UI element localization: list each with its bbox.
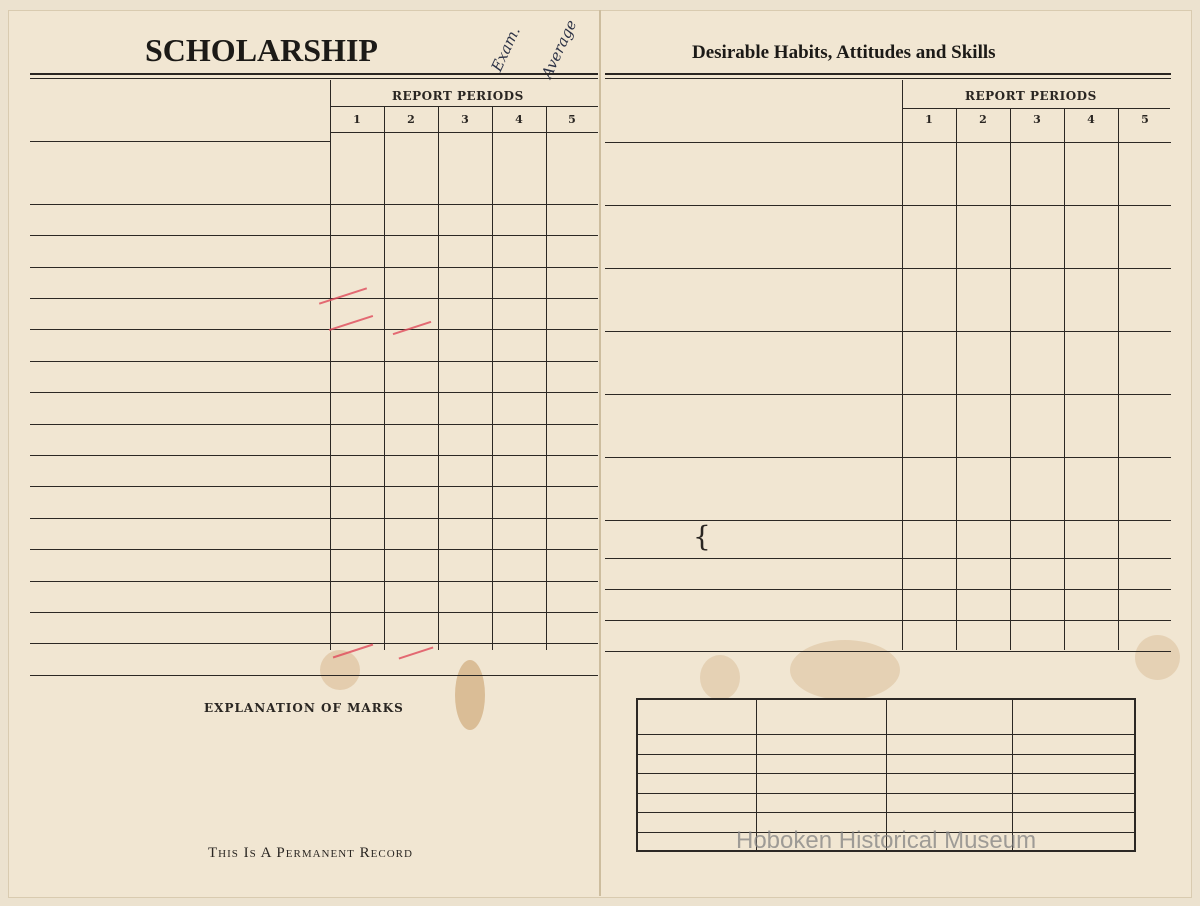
column-rule — [1118, 108, 1119, 650]
column-rule — [438, 106, 439, 650]
column-rule — [902, 80, 903, 650]
period-number: 5 — [1141, 113, 1149, 126]
handwritten-average-note: Average — [537, 17, 581, 81]
row-rule — [636, 754, 1136, 755]
report-periods-header: REPORT PERIODS — [965, 89, 1097, 103]
watermark: Hoboken Historical Museum — [736, 827, 1037, 854]
column-rule — [1010, 108, 1011, 650]
row-rule — [30, 581, 598, 582]
row-rule — [636, 773, 1136, 774]
column-rule — [330, 80, 331, 650]
permanent-record-note: This Is A Permanent Record — [208, 845, 413, 861]
column-rule — [1064, 108, 1065, 650]
column-rule — [492, 106, 493, 650]
row-rule — [30, 612, 598, 613]
row-rule — [30, 392, 598, 393]
column-rule — [546, 106, 547, 650]
stain — [1135, 635, 1180, 680]
scholarship-title: SCHOLARSHIP — [145, 32, 378, 68]
row-rule — [636, 812, 1136, 813]
column-rule — [956, 108, 957, 650]
row-rule — [605, 394, 1171, 395]
row-rule — [605, 589, 1171, 590]
row-rule — [30, 361, 598, 362]
habits-title: Desirable Habits, Attitudes and Skills — [692, 42, 996, 63]
period-number: 5 — [568, 113, 576, 126]
row-rule — [30, 141, 330, 142]
row-rule — [605, 268, 1171, 269]
row-rule — [605, 520, 1171, 521]
stain — [790, 640, 900, 700]
rule — [330, 106, 598, 107]
row-rule — [30, 643, 598, 644]
report-periods-header: REPORT PERIODS — [392, 89, 524, 103]
rule — [605, 142, 1171, 143]
row-rule — [30, 424, 598, 425]
period-number: 4 — [515, 113, 523, 126]
row-rule — [30, 235, 598, 236]
row-rule — [30, 549, 598, 550]
period-number: 2 — [979, 113, 987, 126]
title-rule — [605, 73, 1171, 79]
period-number: 2 — [407, 113, 415, 126]
row-rule — [605, 651, 1171, 652]
row-rule — [636, 793, 1136, 794]
row-rule — [30, 486, 598, 487]
row-rule — [605, 331, 1171, 332]
explanation-title: EXPLANATION OF MARKS — [204, 701, 404, 715]
period-number: 3 — [1033, 113, 1041, 126]
handwritten-exam-note: Exam. — [487, 23, 524, 75]
title-rule — [30, 73, 598, 79]
row-rule — [605, 205, 1171, 206]
row-rule — [605, 457, 1171, 458]
period-number: 1 — [353, 113, 361, 126]
row-rule — [636, 734, 1136, 735]
row-rule — [605, 558, 1171, 559]
stain — [455, 660, 485, 730]
row-rule — [30, 204, 598, 205]
stain — [700, 655, 740, 700]
rule — [902, 108, 1170, 109]
period-number: 4 — [1087, 113, 1095, 126]
period-number: 1 — [925, 113, 933, 126]
rule — [330, 132, 598, 133]
row-rule — [605, 620, 1171, 621]
center-fold — [599, 10, 601, 896]
row-rule — [30, 267, 598, 268]
column-rule — [384, 106, 385, 650]
row-rule — [30, 675, 598, 676]
row-rule — [30, 455, 598, 456]
brace: { — [693, 520, 711, 553]
row-rule — [30, 298, 598, 299]
period-number: 3 — [461, 113, 469, 126]
row-rule — [30, 329, 598, 330]
row-rule — [30, 518, 598, 519]
